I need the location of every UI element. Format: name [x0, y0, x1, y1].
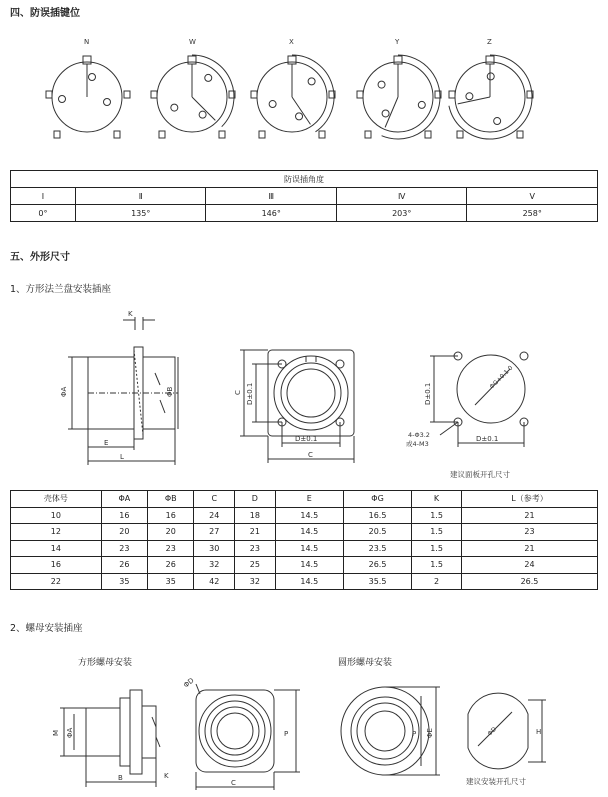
dim-cell: 27 [194, 524, 235, 541]
table-row [11, 573, 598, 590]
sub2-title: 2、螺母安装插座 [10, 623, 83, 634]
angle-header: Ⅱ [75, 188, 206, 205]
dim-header: ΦA [101, 491, 147, 508]
dim-header: K [412, 491, 462, 508]
key-diagram-x [251, 38, 335, 138]
key-position-diagrams [0, 35, 608, 145]
round-nut-front [341, 687, 440, 775]
key-label: Z [487, 38, 492, 46]
section4-title: 四、防误插键位 [10, 8, 80, 19]
angle-value: 258° [467, 205, 598, 222]
dim-cell: 16 [11, 557, 102, 574]
angle-header: Ⅲ [206, 188, 337, 205]
key-diagram-w [151, 38, 235, 138]
label-phi-d: ΦD [182, 676, 196, 690]
dimension-table [10, 490, 598, 590]
angle-table-title: 防误插角度 [11, 171, 598, 188]
label-hole1: 4-Φ3.2 [408, 431, 430, 439]
table-row [11, 557, 598, 574]
cutout-caption: 建议安装开孔尺寸 [466, 777, 526, 786]
label-phi-a-2: ΦA [66, 727, 74, 738]
dim-cell: 32 [235, 573, 276, 590]
dim-cell: 32 [194, 557, 235, 574]
label-d-bottom: D±0.1 [295, 435, 318, 443]
dim-cell: 26 [101, 557, 147, 574]
angle-value: 203° [336, 205, 467, 222]
label-panel-d-bottom: D±0.1 [476, 435, 499, 443]
table-row [11, 507, 598, 524]
dim-cell: 23 [461, 524, 597, 541]
label-p-2: P [412, 730, 417, 738]
dim-cell: 23 [148, 540, 194, 557]
angle-value: 146° [206, 205, 337, 222]
dim-cell: 2 [412, 573, 462, 590]
dim-cell: 21 [461, 507, 597, 524]
key-label: W [189, 38, 196, 46]
label-c-left: C [234, 390, 242, 395]
key-diagram-n [46, 38, 130, 138]
dim-header: C [194, 491, 235, 508]
dim-cell: 14.5 [275, 540, 343, 557]
dim-cell: 10 [11, 507, 102, 524]
dim-header: 壳体号 [11, 491, 102, 508]
key-diagram-y [357, 38, 441, 139]
nut-receptacle-drawing [0, 672, 608, 797]
dim-header: ΦG [343, 491, 411, 508]
dim-cell: 21 [235, 524, 276, 541]
key-label: X [289, 38, 294, 46]
dim-header: E [275, 491, 343, 508]
dim-cell: 20 [148, 524, 194, 541]
label-phi-e: ΦE [426, 728, 434, 738]
dim-cell: 26.5 [461, 573, 597, 590]
label-phi-a: ΦA [60, 386, 68, 397]
dim-cell: 1.5 [412, 524, 462, 541]
section5-title: 五、外形尺寸 [10, 252, 70, 263]
angle-header: Ⅴ [467, 188, 598, 205]
dim-cell: 14.5 [275, 524, 343, 541]
dim-cell: 30 [194, 540, 235, 557]
label-k-2: K [164, 772, 169, 780]
label-k: K [128, 310, 133, 318]
dim-cell: 12 [11, 524, 102, 541]
label-h: H [536, 728, 542, 736]
dim-cell: 16 [148, 507, 194, 524]
dim-cell: 42 [194, 573, 235, 590]
dim-cell: 21 [461, 540, 597, 557]
dim-header: D [235, 491, 276, 508]
dim-cell: 1.5 [412, 557, 462, 574]
dim-cell: 14.5 [275, 507, 343, 524]
label-cutout-d: ΦD [486, 725, 499, 738]
label-phi-b: ΦB [166, 386, 174, 397]
round-nut-cutout [466, 693, 546, 786]
dim-cell: 14.5 [275, 557, 343, 574]
dim-cell: 20 [101, 524, 147, 541]
dim-cell: 35 [148, 573, 194, 590]
label-c-2: C [231, 779, 236, 787]
dim-cell: 26 [148, 557, 194, 574]
label-b: B [118, 774, 123, 782]
label-panel-g: ΦG+0.1 0 [488, 364, 515, 391]
label-d-left: D±0.1 [246, 382, 254, 405]
label-l: L [120, 453, 124, 461]
dim-cell: 23 [101, 540, 147, 557]
round-nut-title: 圆形螺母安装 [338, 658, 393, 668]
dim-cell: 26.5 [343, 557, 411, 574]
dim-cell: 23.5 [343, 540, 411, 557]
dim-cell: 20.5 [343, 524, 411, 541]
label-m: M [52, 729, 60, 736]
key-label: N [84, 38, 90, 46]
dim-cell: 24 [461, 557, 597, 574]
dim-cell: 35.5 [343, 573, 411, 590]
table-row [11, 540, 598, 557]
label-p: P [284, 730, 289, 738]
angle-value: 0° [11, 205, 76, 222]
dim-cell: 14.5 [275, 573, 343, 590]
angle-table [10, 170, 598, 222]
dim-header: L（参考） [461, 491, 597, 508]
panel-caption: 建议面板开孔尺寸 [450, 470, 510, 479]
side-view [60, 310, 178, 465]
dim-cell: 22 [11, 573, 102, 590]
angle-value: 135° [75, 205, 206, 222]
dim-cell: 14 [11, 540, 102, 557]
angle-header: Ⅰ [11, 188, 76, 205]
label-panel-d: D±0.1 [424, 382, 432, 405]
dim-cell: 25 [235, 557, 276, 574]
label-hole2: 或4-M3 [406, 440, 429, 448]
angle-header: Ⅳ [336, 188, 467, 205]
table-row [11, 524, 598, 541]
dim-cell: 16 [101, 507, 147, 524]
dim-cell: 1.5 [412, 507, 462, 524]
square-nut-front [182, 676, 300, 790]
nut-side-view [52, 690, 169, 787]
key-diagram-z [449, 38, 533, 139]
front-view [234, 350, 354, 463]
dim-cell: 35 [101, 573, 147, 590]
key-label: Y [395, 38, 400, 46]
label-c-bottom: C [308, 451, 313, 459]
flange-receptacle-drawing [0, 305, 608, 485]
square-nut-title: 方形螺母安装 [78, 658, 133, 668]
dim-cell: 1.5 [412, 540, 462, 557]
dim-header: ΦB [148, 491, 194, 508]
dim-cell: 23 [235, 540, 276, 557]
dim-cell: 16.5 [343, 507, 411, 524]
panel-cutout [406, 352, 528, 479]
label-e: E [104, 439, 109, 447]
sub1-title: 1、方形法兰盘安装插座 [10, 284, 112, 295]
dim-cell: 24 [194, 507, 235, 524]
dim-cell: 18 [235, 507, 276, 524]
